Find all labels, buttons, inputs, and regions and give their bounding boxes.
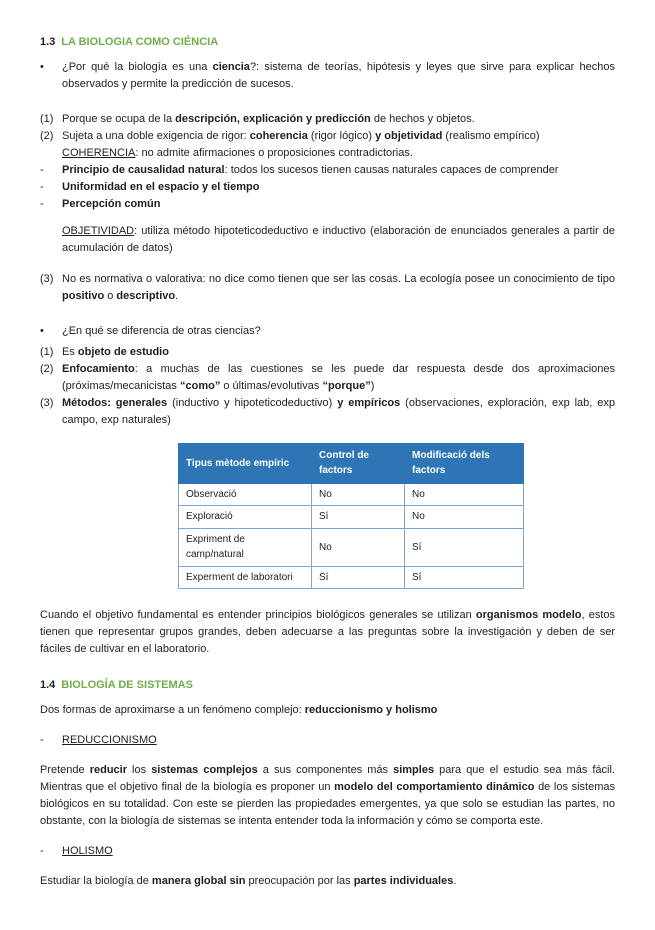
bullet-item-why-science [40,59,615,93]
list-text: Porque se ocupa de la descripción, explicación y predicción de hechos y objetos. [62,113,475,126]
table-row [179,483,524,506]
bullet-text: ¿Por qué la biología es una ciencia?: sistema de teorías, hipótesis y leyes que sirve para explicar hechos observados y permite la predicción de sucesos. [62,61,615,91]
dash-item-holismo [40,843,615,860]
section-heading-1-4 [40,677,615,694]
list-text: No es normativa o valorativa: no dice como tienen que ser las cosas. La ecología posee un conocimiento de tipo positivo o descriptivo. [62,272,615,302]
table-cell: Expriment de camp/natural [179,528,312,566]
paragraph-reduccionismo: Pretende reducir los sistemas complejos a sus componentes más simples para que el estudio sea más fácil. Mientras que el objetivo final de la biología es proponer un modelo del comportamiento dinámico de los sistemas biológicos en su totalidad. Con este se pierden las propiedades emergentes, ya que solo se estudian las partes, no obstante, con la biología de sistemas se intenta entender toda la información y cómo se comporta este. [40,763,615,827]
list-number: (3) [40,272,54,285]
dash-item-reduccionismo [40,732,615,749]
bullet-item-difference [40,323,615,340]
numbered-item-3 [40,271,615,305]
list-text: Métodos: generales (inductivo y hipoteticodeductivo) y empíricos (observaciones, exploración, exp lab, exp campo, exp naturales) [62,396,615,426]
table-header-cell: Tipus mètode empíric [179,443,312,483]
dash-item-uniformidad [40,179,615,196]
table-header-cell: Modificació dels factors [405,443,524,483]
table-cell: No [312,528,405,566]
section-number: 1.3 [40,36,56,48]
numbered-item-metodos [40,395,615,429]
table-cell: Sí [312,566,405,589]
table-cell: No [312,483,405,506]
table-row [179,566,524,589]
dash-text: Uniformidad en el espacio y el tiempo [62,181,260,194]
table-cell: No [405,483,524,506]
dash-item-percepcion [40,196,615,213]
dash-marker: - [40,181,44,194]
numbered-item-2 [40,128,615,145]
table-header-row [179,443,524,483]
empirical-methods-table [178,443,524,590]
numbered-item-objeto [40,344,615,361]
list-text: Enfocamiento: a muchas de las cuestiones se les puede dar respuesta desde dos aproximaciones (próximas/mecanicistas “como” o últimas/evolutivas “porque”) [62,362,615,392]
paragraph-organismos-modelo: Cuando el objetivo fundamental es entender principios biológicos generales se utilizan organismos modelo, estos tienen que representar grupos grandes, deben adecuarse a las preguntas sobre la investigación y deben de ser fáciles de cultivar en el laboratorio. [40,609,615,656]
table-row [179,506,524,529]
dash-marker: - [40,844,44,857]
bullet-text: ¿En qué se diferencia de otras ciencias? [62,324,261,337]
table-container [178,443,615,590]
list-number: (1) [40,345,54,358]
numbered-item-1 [40,111,615,128]
bullet-marker: • [40,324,44,337]
bullet-marker: • [40,61,44,74]
section-heading-1-3 [40,34,615,51]
section-title: BIOLOGÍA DE SISTEMAS [61,678,193,691]
table-cell: Experment de laboratori [179,566,312,589]
table-cell: Exploració [179,506,312,529]
table-cell: Sí [405,528,524,566]
dash-marker: - [40,198,44,211]
table-cell: Sí [312,506,405,529]
objetividad-paragraph: OBJETIVIDAD: utiliza método hipoteticodeductivo e inductivo (elaboración de enunciados generales a partir de acumulación de datos) [62,225,615,255]
coherencia-line: COHERENCIA: no admite afirmaciones o proposiciones contradictorias. [62,147,413,160]
table-cell: Observació [179,483,312,506]
numbered-item-enfocamiento [40,361,615,395]
list-number: (2) [40,130,54,143]
list-number: (2) [40,362,54,375]
list-number: (3) [40,396,54,409]
dash-marker: - [40,733,44,746]
table-header-cell: Control de factors [312,443,405,483]
dash-text: Percepción común [62,198,161,211]
list-text: Es objeto de estudio [62,345,169,358]
table-cell: Sí [405,566,524,589]
list-text: Sujeta a una doble exigencia de rigor: coherencia (rigor lógico) y objetividad (realismo empírico) [62,130,540,143]
dash-marker: - [40,164,44,177]
table-cell: No [405,506,524,529]
paragraph-two-forms: Dos formas de aproximarse a un fenómeno complejo: reduccionismo y holismo [40,703,438,716]
dash-text: Principio de causalidad natural: todos los sucesos tienen causas naturales capaces de comprender [62,164,559,177]
dash-text: HOLISMO [62,844,113,857]
table-row [179,528,524,566]
section-number: 1.4 [40,678,56,691]
paragraph-holismo: Estudiar la biología de manera global sin preocupación por las partes individuales. [40,874,457,887]
section-title: LA BIOLOGIA COMO CIÉNCIA [61,36,219,48]
dash-item-causalidad [40,162,615,179]
dash-text: REDUCCIONISMO [62,733,157,746]
list-number: (1) [40,113,54,126]
